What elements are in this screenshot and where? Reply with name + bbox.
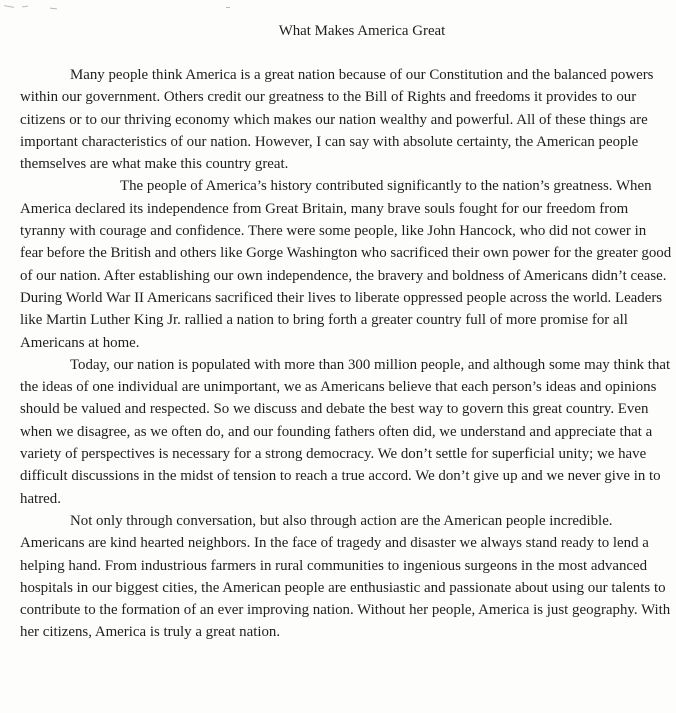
scan-artifact-mark — [4, 5, 14, 8]
scan-artifact-mark — [50, 8, 57, 10]
essay-paragraph-2: The people of America’s history contributed significantly to the nation’s greatness. When America declared its independence from Great Britain, many brave souls fought for our freedom from tyranny with courage and confidence. There were some people, like John Hancock, who did not cower in fear before the British and others like Gorge Washington who sacrificed their own power for the greater good of our nation. After establishing our own independence, the bravery and boldness of Americans didn’t cease. During World War II Americans sacrificed their lives to liberate oppressed people across the world. Leaders like Martin Luther King Jr. rallied a nation to bring forth a greater country full of more promise for all Americans at home. — [20, 178, 672, 351]
essay-paragraph-4: Not only through conversation, but also through action are the American people incredible. Americans are kind hearted neighbors. In the face of tragedy and disaster we always stand ready to lend a helping hand. From industrious farmers in rural communities to ingenious surgeons in the most advanced hospitals in our biggest cities, the American people are enthusiastic and passionate about using our talents to contribute to the formation of an ever improving nation. Without her people, America is just geography. With her citizens, America is truly a great nation. — [20, 512, 671, 641]
scan-artifact-mark — [226, 7, 230, 8]
essay-title: What Makes America Great — [278, 23, 446, 39]
essay-paragraph-1: Many people think America is a great nation because of our Constitution and the balanced powers within our government. Others credit our greatness to the Bill of Rights and freedoms it provides to our citizens or to our thriving economy which makes our nation wealthy and powerful. All of these things are important characteristics of our nation. However, I can say with absolute certainty, the American people themselves are what make this country great. — [20, 67, 654, 173]
scan-artifact-mark — [22, 6, 28, 8]
essay-paragraph-3: Today, our nation is populated with more than 300 million people, and although some may think that the ideas of one individual are unimportant, we as Americans believe that each person’s ideas and opinions should be valued and respected. So we discuss and debate the best way to govern this great country. Even when we disagree, as we often do, and our founding fathers often did, we understand and appreciate that a variety of perspectives is necessary for a strong democracy. We don’t settle for superficial unity; we have difficult discussions in the midst of tension to reach a true accord. We don’t give up and we never give in to hatred. — [20, 356, 671, 507]
essay-body — [20, 20, 672, 644]
